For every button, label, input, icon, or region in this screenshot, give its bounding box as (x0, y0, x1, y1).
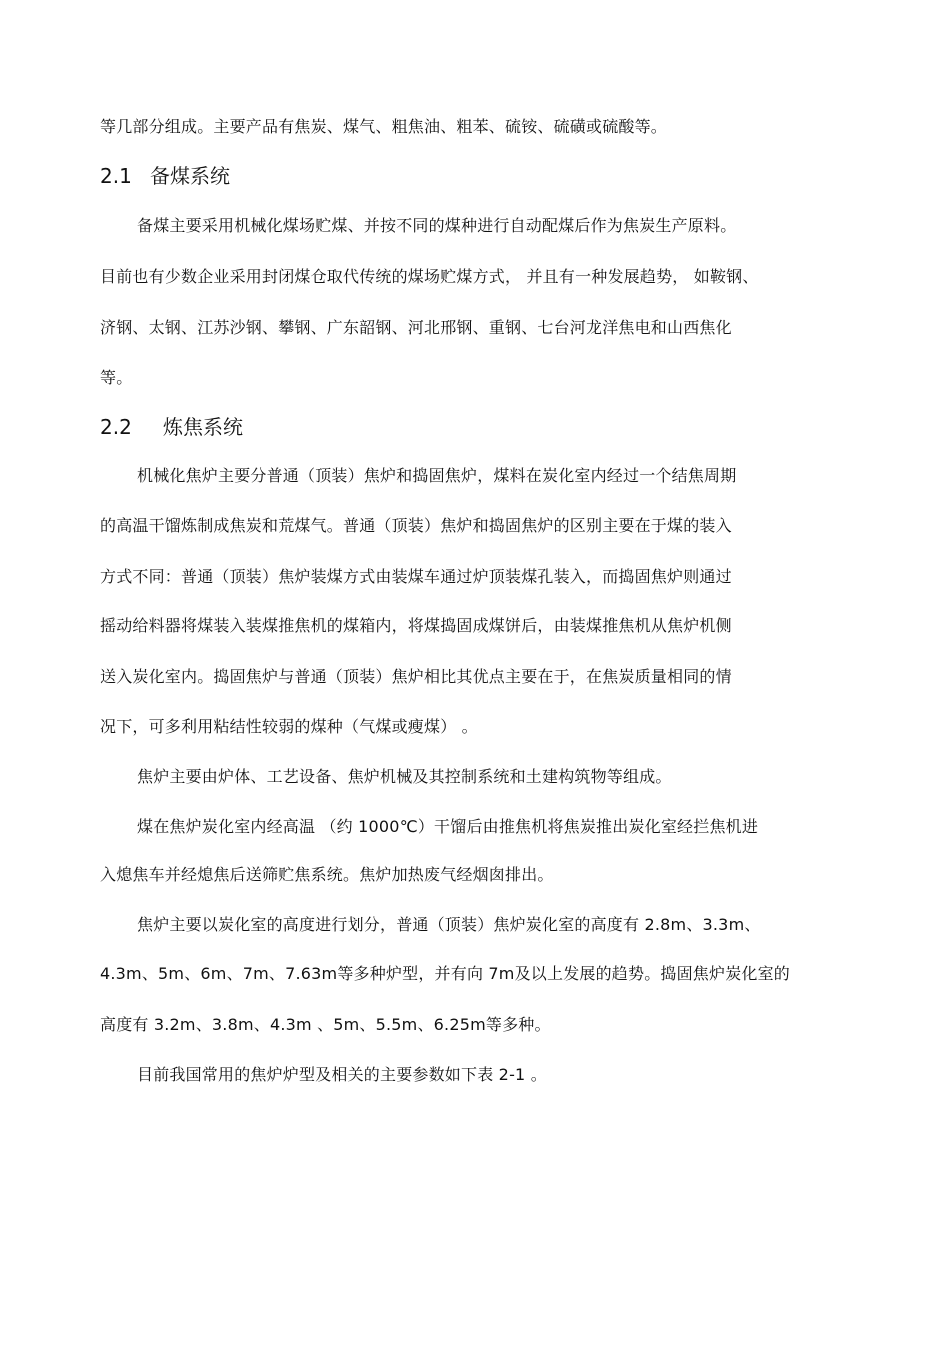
paragraph-line: 煤在焦炉炭化室内经高温 （约 1000℃）干馏后由推焦机将焦炭推出炭化室经拦焦机进 (137, 817, 759, 836)
paragraph-line: 目前也有少数企业采用封闭煤仓取代传统的煤场贮煤方式， 并且有一种发展趋势， 如鞍钢、 (100, 267, 759, 286)
paragraph-line: 送入炭化室内。捣固焦炉与普通（顶装）焦炉相比其优点主要在于，在焦炭质量相同的情 (100, 667, 732, 686)
paragraph-line: 入熄焦车并经熄焦后送筛贮焦系统。焦炉加热废气经烟囱排出。 (100, 865, 554, 884)
paragraph-line: 4.3m、5m、6m、7m、7.63m等多种炉型，并有向 7m及以上发展的趋势。捣固焦炉炭化室的 (100, 964, 790, 983)
paragraph-line: 目前我国常用的焦炉炉型及相关的主要参数如下表 2-1 。 (137, 1065, 547, 1084)
paragraph-line: 济钢、太钢、江苏沙钢、攀钢、广东韶钢、河北邢钢、重钢、七台河龙洋焦电和山西焦化 (100, 318, 732, 337)
paragraph-line: 机械化焦炉主要分普通（顶装）焦炉和捣固焦炉，煤料在炭化室内经过一个结焦周期 (137, 466, 737, 485)
paragraph-line: 摇动给料器将煤装入装煤推焦机的煤箱内，将煤捣固成煤饼后，由装煤推焦机从焦炉机侧 (100, 616, 732, 635)
paragraph-line: 焦炉主要由炉体、工艺设备、焦炉机械及其控制系统和土建构筑物等组成。 (137, 767, 672, 786)
section-heading-2-2 (100, 414, 243, 440)
paragraph-line: 高度有 3.2m、3.8m、4.3m 、5m、5.5m、6.25m等多种。 (100, 1015, 551, 1034)
paragraph-line: 的高温干馏炼制成焦炭和荒煤气。普通（顶装）焦炉和捣固焦炉的区别主要在于煤的装入 (100, 516, 732, 535)
section-number: 2.2 (100, 415, 132, 439)
paragraph-line: 备煤主要采用机械化煤场贮煤、并按不同的煤种进行自动配煤后作为焦炭生产原料。 (137, 216, 737, 235)
section-number: 2.1 (100, 164, 132, 188)
section-title: 备煤系统 (150, 164, 230, 188)
paragraph-line: 方式不同：普通（顶装）焦炉装煤方式由装煤车通过炉顶装煤孔装入，而捣固焦炉则通过 (100, 567, 732, 586)
section-heading-2-1 (100, 163, 230, 189)
section-title: 炼焦系统 (163, 415, 243, 439)
paragraph-line: 等几部分组成。主要产品有焦炭、煤气、粗焦油、粗苯、硫铵、硫磺或硫酸等。 (100, 117, 668, 136)
paragraph-line: 焦炉主要以炭化室的高度进行划分，普通（顶装）焦炉炭化室的高度有 2.8m、3.3m、 (137, 915, 761, 934)
paragraph-line: 况下，可多利用粘结性较弱的煤种（气煤或瘦煤） 。 (100, 717, 478, 736)
paragraph-line: 等。 (100, 368, 133, 387)
